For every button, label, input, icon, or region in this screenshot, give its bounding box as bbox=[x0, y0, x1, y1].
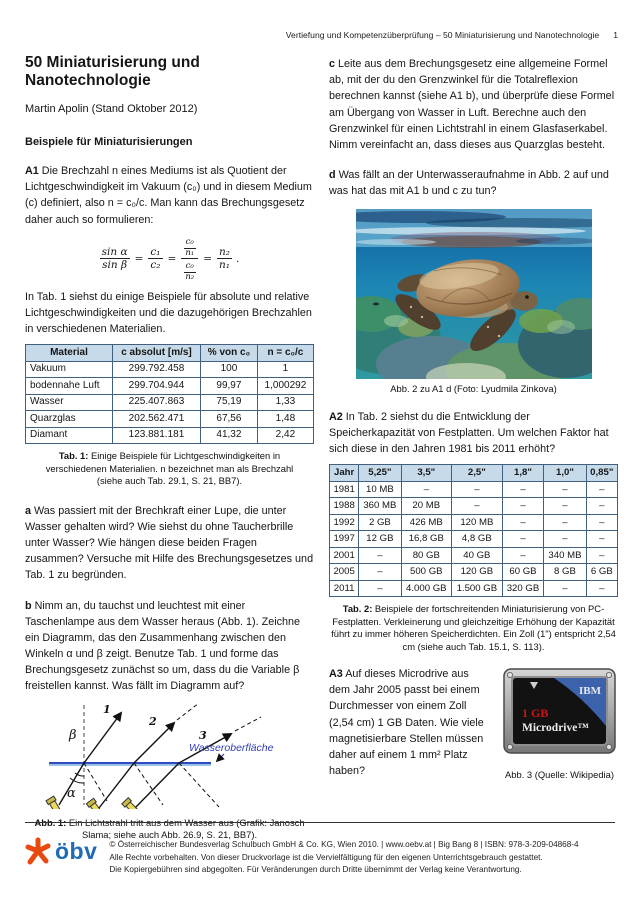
task-a bbox=[25, 503, 314, 584]
table-cell: – bbox=[502, 498, 544, 515]
table-row bbox=[26, 361, 314, 378]
table-cell: – bbox=[544, 531, 586, 548]
task-a3-marker: A3 bbox=[329, 668, 343, 681]
task-a3 bbox=[329, 666, 491, 781]
formula-sin-beta: sin β bbox=[102, 259, 128, 272]
table-header-cell: 2,5" bbox=[452, 465, 503, 482]
table-cell: – bbox=[586, 498, 617, 515]
oebv-logo bbox=[25, 836, 97, 866]
table-cell: 60 GB bbox=[502, 564, 544, 581]
table-cell: Vakuum bbox=[26, 361, 113, 378]
tab2-caption-prefix: Tab. 2: bbox=[342, 603, 373, 615]
alpha-label: α bbox=[67, 785, 76, 801]
table-cell: – bbox=[502, 514, 544, 531]
table-cell: 10 MB bbox=[359, 481, 401, 498]
footer-rule bbox=[25, 822, 615, 823]
table-row bbox=[330, 514, 618, 531]
task-a3-text: Auf dieses Microdrive aus dem Jahr 2005 passt bei einem Durchmesser von einem Zoll (2,54 cm) 1 GB Daten. Wie viele magnetisierbare Stellen müssen daher auf einem 1 mm² Platz haben? bbox=[329, 668, 484, 778]
table-row bbox=[330, 580, 618, 597]
footer-text bbox=[109, 836, 578, 877]
table-cell: 120 GB bbox=[452, 564, 503, 581]
table-cell: 1997 bbox=[330, 531, 359, 548]
task-c bbox=[329, 56, 618, 153]
table-cell: 1,48 bbox=[257, 411, 313, 428]
table-row bbox=[330, 481, 618, 498]
formula-n1: n₁ bbox=[185, 247, 195, 258]
table-cell: 8 GB bbox=[544, 564, 586, 581]
refracted-ray-1 bbox=[84, 713, 121, 763]
refracted-ray-3-extension bbox=[235, 717, 261, 731]
formula-n2: n₂ bbox=[185, 272, 195, 283]
task-a1-text: Die Brechzahl n eines Mediums ist als Quotient der Lichtgeschwindigkeit im Vakuum (c₀) und in diesem Medium (c) definiert, also n = c₀/c. Man kann das Brechungsgesetz daher auch so formulieren: bbox=[25, 165, 312, 226]
table-cell: – bbox=[502, 531, 544, 548]
table-cell: 1,33 bbox=[257, 394, 313, 411]
figure-microdrive bbox=[501, 666, 618, 781]
flipper-speckle bbox=[409, 305, 411, 307]
microdrive-capacity-text: 1 GB bbox=[522, 706, 549, 721]
table-cell: 41,32 bbox=[201, 427, 258, 444]
left-column bbox=[25, 54, 314, 841]
task-a-text: Was passiert mit der Brechkraft einer Lupe, die unter Wasser gehalten wird? Wie siehst du ohne Taucherbrille unter Wasser? Wie hängen diese beiden Fragen zusammen? Versuche mit Hilfe des Brechungsgesetzes und Tab. 1 zu begründen. bbox=[25, 504, 314, 582]
screw bbox=[507, 744, 512, 749]
table-cell: – bbox=[586, 580, 617, 597]
microdrive-name-text: Microdrive™ bbox=[522, 722, 589, 735]
task-a1 bbox=[25, 163, 314, 228]
table-cell: 100 bbox=[201, 361, 258, 378]
table-cell: 40 GB bbox=[452, 547, 503, 564]
footer-line-1: © Österreichischer Bundesverlag Schulbuch GmbH & Co. KG, Wien 2010. | www.oebv.at | Big Bang 8 | ISBN: 978-3-209-04868-4 bbox=[109, 840, 579, 849]
task-b-marker: b bbox=[25, 599, 32, 612]
task-a2 bbox=[329, 409, 618, 458]
table-cell: 1981 bbox=[330, 481, 359, 498]
reflected-ray-1 bbox=[84, 763, 107, 801]
table-cell: Quarzglas bbox=[26, 411, 113, 428]
formula-c2: c₂ bbox=[150, 259, 161, 272]
task-a2-marker: A2 bbox=[329, 410, 343, 423]
table-row bbox=[330, 564, 618, 581]
running-head bbox=[286, 30, 618, 40]
table-cell: 20 MB bbox=[401, 498, 452, 515]
footer-line-3: Die Kopiergebühren sind abgegolten. Für Veränderungen durch Dritte übernimmt der Verlag keine Verantwortung. bbox=[109, 865, 522, 875]
flashlight-icon bbox=[122, 797, 140, 808]
table-row bbox=[26, 427, 314, 444]
footer-line-2: Alle Rechte vorbehalten. Von dieser Druckvorlage ist die Vervielfältigung für den eigenen Unterrichtsgebrauch gestattet. bbox=[109, 852, 543, 862]
ripple-highlight bbox=[356, 239, 436, 245]
task-b-text: Nimm an, du tauchst und leuchtest mit einer Taschenlampe aus dem Wasser heraus (Abb. 1). Zeichne ein Diagramm, das den Zusammenhang zwischen den Winkeln α und β zeigt. Benutze Tab. 1 und forme das Brechungsgesetz zunächst so um, dass du die Variable β freistellen kannst. Was fällt im Diagramm auf? bbox=[25, 599, 301, 693]
table-cell: bodennahe Luft bbox=[26, 378, 113, 395]
abb2-caption: Abb. 2 zu A1 d (Foto: Lyudmila Zinkova) bbox=[390, 382, 557, 394]
table-cell: 426 MB bbox=[401, 514, 452, 531]
refraction-formula bbox=[25, 235, 314, 283]
table-cell: – bbox=[359, 580, 401, 597]
task-d-text: Was fällt an der Unterwasseraufnahme in Abb. 2 auf und was hat das mit A1 b und c zu tun? bbox=[329, 169, 609, 198]
equals-sign: = bbox=[203, 252, 213, 265]
table-row bbox=[26, 411, 314, 428]
table-cell: 120 MB bbox=[452, 514, 503, 531]
table-cell: 123.881.181 bbox=[112, 427, 200, 444]
table-cell: 202.562.471 bbox=[112, 411, 200, 428]
refracted-ray-2-extension bbox=[177, 703, 199, 720]
table-cell: 2 GB bbox=[359, 514, 401, 531]
table-cell: – bbox=[544, 481, 586, 498]
table-cell: – bbox=[544, 498, 586, 515]
task-b bbox=[25, 598, 314, 695]
refracted-ray-2 bbox=[134, 723, 174, 763]
table-header-cell: Jahr bbox=[330, 465, 359, 482]
task-c-marker: c bbox=[329, 58, 336, 70]
table-row bbox=[330, 498, 618, 515]
table-cell: 4,8 GB bbox=[452, 531, 503, 548]
formula-c0: c₀ bbox=[185, 261, 194, 272]
table-cell: 2,42 bbox=[257, 427, 313, 444]
table-cell: 500 GB bbox=[401, 564, 452, 581]
formula-period: . bbox=[236, 252, 240, 265]
figure-light-ray-sketch bbox=[39, 701, 291, 809]
table-cell: Diamant bbox=[26, 427, 113, 444]
table-cell: 16,8 GB bbox=[401, 531, 452, 548]
table-cell: – bbox=[544, 580, 586, 597]
page-number: 1 bbox=[613, 30, 618, 40]
table-row bbox=[330, 547, 618, 564]
table-cell: 67,56 bbox=[201, 411, 258, 428]
table-cell: 99,97 bbox=[201, 378, 258, 395]
page-title: 50 Miniaturisierung und Nanotechnologie bbox=[25, 54, 200, 89]
table-cell: 1988 bbox=[330, 498, 359, 515]
microdrive-photo bbox=[502, 666, 617, 758]
flashlight-icon bbox=[46, 796, 62, 809]
table-cell: 6 GB bbox=[586, 564, 617, 581]
table-header-cell: c absolut [m/s] bbox=[112, 345, 200, 362]
task-a3-row bbox=[329, 666, 618, 781]
table-header-cell: 1,0" bbox=[544, 465, 586, 482]
equals-sign: = bbox=[167, 252, 177, 265]
formula-n1: n₁ bbox=[219, 259, 230, 272]
author-line: Martin Apolin (Stand Oktober 2012) bbox=[25, 103, 198, 115]
table-cell: 2005 bbox=[330, 564, 359, 581]
formula-c0: c₀ bbox=[185, 236, 194, 247]
turtle-eye bbox=[525, 295, 529, 299]
table-cell: 1992 bbox=[330, 514, 359, 531]
table-cell: – bbox=[452, 498, 503, 515]
table-cell: – bbox=[401, 481, 452, 498]
tab1-caption-text: Einige Beispiele für Lichtgeschwindigkeiten in verschiedenen Materialien. n bezeichnet man als Brechzahl (siehe auch Tab. 29.1, S. 21, BB7). bbox=[45, 450, 294, 487]
table-cell: – bbox=[502, 547, 544, 564]
table-cell: 2001 bbox=[330, 547, 359, 564]
flashlight-icon bbox=[86, 798, 103, 809]
abb3-caption: Abb. 3 (Quelle: Wikipedia) bbox=[505, 769, 614, 781]
ibm-logo-text: IBM bbox=[579, 685, 601, 698]
tab2-caption-text: Beispiele der fortschreitenden Miniaturisierung von PC-Festplatten. Verkleinerung und gleichzeitige Erhöhung der Kapazität führt zu immer höheren Speicherdichten. Ein Zoll (1") entspricht 2,54 cm (siehe auch Tab. 15.1, S. 113). bbox=[331, 603, 616, 652]
table-cell: – bbox=[586, 481, 617, 498]
flipper-speckle bbox=[497, 334, 499, 336]
tab1-caption bbox=[25, 450, 314, 487]
figure-turtle-photo bbox=[356, 209, 592, 395]
tab1-caption-prefix: Tab. 1: bbox=[58, 450, 89, 462]
table-cell: – bbox=[586, 547, 617, 564]
oebv-star-icon bbox=[25, 836, 51, 866]
table-header-cell: 3,5" bbox=[401, 465, 452, 482]
table-header-cell: n = c₀/c bbox=[257, 345, 313, 362]
task-c-text: Leite aus dem Brechungsgesetz eine allgemeine Formel ab, mit der du den Grenzwinkel für die Totalreflexion berechnen kannst (siehe A1 b), und überprüfe diese Formel am Übergang von Wasser in Luft. Berechne auch den Grenzwinkel für einen Lichtstrahl in einem Glasfaserkabel. Nimm vereinfacht an, dass dieses aus Quarzglas besteht. bbox=[329, 58, 615, 151]
table-cell: 2011 bbox=[330, 580, 359, 597]
table-cell: 299.704.944 bbox=[112, 378, 200, 395]
formula-sin-alpha: sin α bbox=[101, 246, 128, 259]
incident-ray-3 bbox=[134, 763, 179, 809]
task-a-marker: a bbox=[25, 504, 32, 517]
table-cell: – bbox=[502, 481, 544, 498]
turtle-head bbox=[512, 291, 538, 310]
table-cell: 75,19 bbox=[201, 394, 258, 411]
screw bbox=[606, 672, 611, 677]
table-cell: 1 bbox=[257, 361, 313, 378]
abb1-caption-prefix: Abb. 1: bbox=[34, 816, 67, 828]
oebv-logo-text: öbv bbox=[55, 837, 98, 864]
turtle-photo bbox=[356, 209, 592, 379]
table-hard-disk-capacity bbox=[329, 464, 618, 597]
abb1-caption-text: Ein Lichtstrahl tritt aus dem Wasser aus (Grafik: Janosch Slama; siehe auch Abb. 26.9, S. 21, BB7). bbox=[66, 816, 305, 841]
table-header-cell: 1,8" bbox=[502, 465, 544, 482]
table-header-cell: 0,85" bbox=[586, 465, 617, 482]
right-column bbox=[329, 56, 618, 782]
ray3-label: 3 bbox=[199, 728, 207, 742]
beta-label: β bbox=[69, 727, 77, 743]
equals-sign: = bbox=[134, 252, 144, 265]
table-cell: Wasser bbox=[26, 394, 113, 411]
ray1-label: 1 bbox=[103, 702, 111, 716]
table-header-row bbox=[330, 465, 618, 482]
water-surface-annotation: Wasseroberfläche bbox=[189, 741, 274, 754]
table-row bbox=[330, 531, 618, 548]
table-light-speeds bbox=[25, 344, 314, 444]
table-row bbox=[26, 378, 314, 395]
table-cell: 12 GB bbox=[359, 531, 401, 548]
table-cell: – bbox=[452, 481, 503, 498]
table-cell: 320 GB bbox=[502, 580, 544, 597]
table-cell: 340 MB bbox=[544, 547, 586, 564]
flipper-speckle bbox=[420, 315, 422, 317]
table-cell: 360 MB bbox=[359, 498, 401, 515]
table-row bbox=[26, 394, 314, 411]
task-d-marker: d bbox=[329, 169, 336, 182]
table-cell: – bbox=[586, 531, 617, 548]
task-a1-marker: A1 bbox=[25, 165, 39, 177]
table-cell: 4.000 GB bbox=[401, 580, 452, 597]
task-a2-text: In Tab. 2 siehst du die Entwicklung der Speicherkapazität von Festplatten. Um welchen Faktor hat sich diese in den Jahren 1981 bis 2011 erhöht? bbox=[329, 410, 609, 456]
section-heading: Beispiele für Miniaturisierungen bbox=[25, 136, 193, 148]
ray2-label: 2 bbox=[149, 714, 157, 728]
footer bbox=[25, 836, 615, 877]
tab1-intro: In Tab. 1 siehst du einige Beispiele für absolute und relative Lichtgeschwindigkeiten und die dazugehörigen Brechzahlen in verschiedenen Materialien. bbox=[25, 290, 312, 336]
coral-highlight bbox=[384, 315, 408, 327]
annotation-arrow bbox=[217, 754, 224, 761]
table-cell: 299.792.458 bbox=[112, 361, 200, 378]
table-header-cell: Material bbox=[26, 345, 113, 362]
table-cell: 225.407.863 bbox=[112, 394, 200, 411]
formula-c1: c₁ bbox=[150, 246, 161, 259]
reflected-ray-3 bbox=[179, 763, 219, 807]
formula-n2: n₂ bbox=[219, 246, 230, 259]
running-head-text: Vertiefung und Kompetenzüberprüfung – 50 Miniaturisierung und Nanotechnologie bbox=[285, 30, 600, 40]
task-d bbox=[329, 167, 618, 199]
screw bbox=[507, 672, 512, 677]
table-cell: – bbox=[544, 514, 586, 531]
tab2-caption bbox=[329, 603, 618, 653]
table-header-cell: % von c₀ bbox=[201, 345, 258, 362]
table-cell: 1,000292 bbox=[257, 378, 313, 395]
table-cell: – bbox=[359, 564, 401, 581]
table-header-cell: 5,25" bbox=[359, 465, 401, 482]
flipper-speckle bbox=[486, 325, 488, 327]
table-header-row bbox=[26, 345, 314, 362]
screw bbox=[606, 744, 611, 749]
coral-highlight bbox=[547, 320, 575, 334]
table-cell: – bbox=[359, 547, 401, 564]
small-fish bbox=[373, 302, 379, 305]
table-cell: – bbox=[586, 514, 617, 531]
table-cell: 80 GB bbox=[401, 547, 452, 564]
table-cell: 1.500 GB bbox=[452, 580, 503, 597]
